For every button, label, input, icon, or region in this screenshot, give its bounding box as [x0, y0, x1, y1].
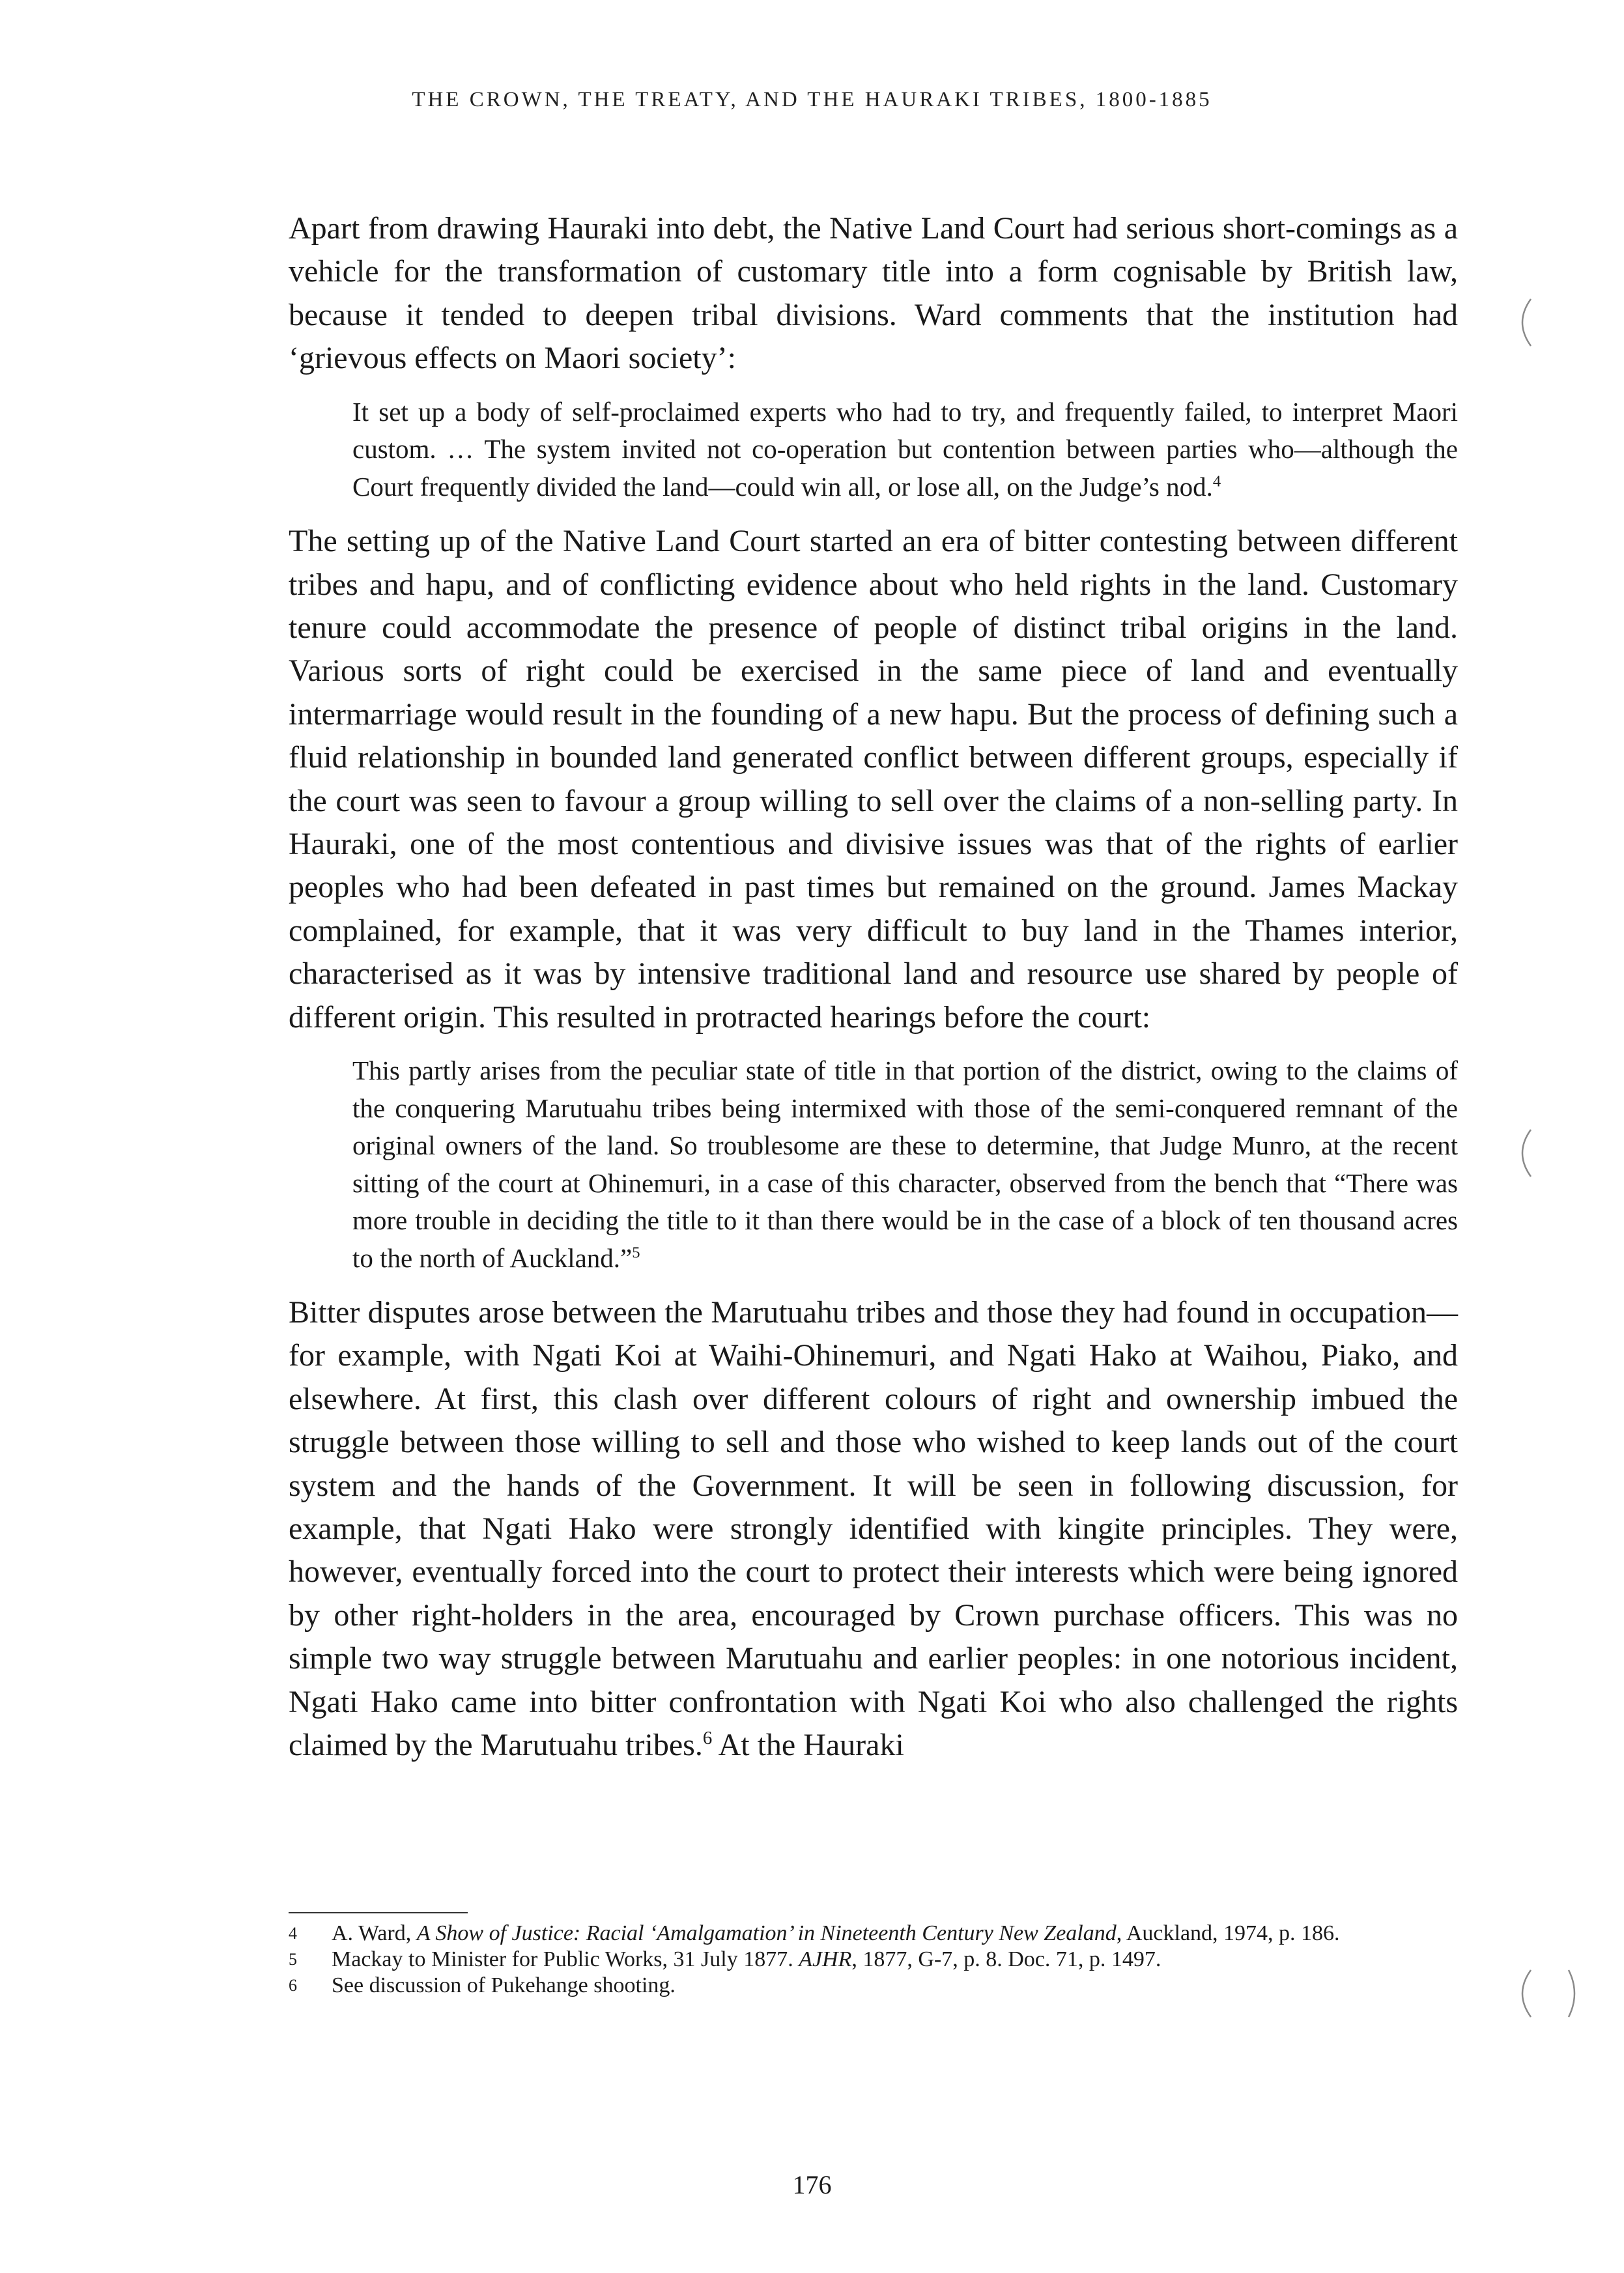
footnote-text: Mackay to Minister for Public Works, 31 July 1877.: [332, 1947, 799, 1971]
body-text: [289, 207, 1458, 1767]
footnote-number: 5: [289, 1950, 297, 1969]
footnote-6: [289, 1973, 1458, 1999]
footnote-rule: [289, 1912, 468, 1913]
footnote-text: , 1877, G-7, p. 8. Doc. 71, p. 1497.: [851, 1947, 1161, 1971]
footnote-4: [289, 1921, 1458, 1947]
footnote-title: AJHR: [799, 1947, 852, 1971]
footnote-ref-6[interactable]: 6: [702, 1728, 713, 1749]
footnote-text: , Auckland, 1974, p. 186.: [1116, 1921, 1340, 1945]
margin-bracket-mark: [1511, 296, 1535, 349]
block-quote-1-text: It set up a body of self-proclaimed experts who had to try, and frequently failed, to interpret Maori custom. … The system invited not co-operation but contention between parties who—although the Court frequently divided the land—could win all, or lose all, on the Judge’s nod.: [352, 396, 1458, 502]
footnote-text: See discussion of Pukehange shooting.: [332, 1973, 676, 1997]
footnote-text: A. Ward,: [332, 1921, 417, 1945]
block-quote-2-text: This partly arises from the peculiar state of title in that portion of the district, owing to the claims of the conquering Marutuahu tribes being intermixed with those of the semi-conquered remnant of the original owners of the land. So troublesome are these to determine, that Judge Munro, at the recent sitting of the court at Ohinemuri, in a case of this character, observed from the bench that “There was more trouble in deciding the title to it than there would be in the case of a block of ten thousand acres to the north of Auckland.”: [352, 1055, 1458, 1273]
footnote-number: 4: [289, 1924, 297, 1943]
paragraph-3: [289, 1291, 1458, 1767]
paragraph-3-text: Bitter disputes arose between the Marutuahu tribes and those they had found in occupation—for example, with Ngati Koi at Waihi-Ohinemuri, and Ngati Hako at Waihou, Piako, and elsewhere. At first, this clash over different colours of right and ownership imbued the struggle between those willing to sell and those who wished to keep lands out of the court system and the hands of the Government. It will be seen in following discussion, for example, that Ngati Hako were strongly identified with kingite principles. They were, however, eventually forced into the court to protect their interests which were being ignored by other right-holders in the area, encouraged by Crown purchase officers. This was no simple two way struggle between Marutuahu and earlier peoples: in one notorious incident, Ngati Hako came into bitter confrontation with Ngati Koi who also challenged the rights claimed by the Marutuahu tribes.: [289, 1295, 1458, 1763]
margin-bracket-mark: [1511, 1967, 1535, 2020]
paragraph-1: Apart from drawing Hauraki into debt, the Native Land Court had serious short-comings as a vehicle for the transformation of customary title into a form cognisable by British law, because it tended to deepen tribal divisions. Ward comments that the institution had ‘grievous effects on Maori society’:: [289, 211, 1458, 376]
block-quote-1: [352, 393, 1458, 506]
paragraph-3-tail: At the Hauraki: [712, 1728, 904, 1763]
footnote-number: 6: [289, 1976, 297, 1995]
page-number: 176: [792, 2170, 832, 2199]
block-quote-2: [352, 1052, 1458, 1277]
margin-bracket-mark: [1511, 1127, 1535, 1179]
footnotes: [289, 1921, 1458, 1999]
paragraph-2: The setting up of the Native Land Court started an era of bitter contesting between different tribes and hapu, and of conflicting evidence about who held rights in the land. Customary tenure could accommodate the presence of people of distinct tribal origins in the land. Various sorts of right could be exercised in the same piece of land and eventually intermarriage would result in the founding of a new hapu. But the process of defining such a fluid relationship in bounded land generated conflict between different groups, especially if the court was seen to favour a group willing to sell over the claims of a non-selling party. In Hauraki, one of the most contentious and divisive issues was that of the rights of earlier peoples who had been defeated in past times but remained on the ground. James Mackay complained, for example, that it was very difficult to buy land in the Thames interior, characterised as it was by intensive traditional land and resource use shared by people of different origin. This resulted in protracted hearings before the court:: [289, 524, 1458, 1035]
running-head: THE CROWN, THE TREATY, AND THE HAURAKI TRIBES, 1800-1885: [412, 88, 1212, 111]
footnote-ref-4[interactable]: 4: [1212, 472, 1221, 490]
margin-bracket-mark: [1563, 1967, 1587, 2020]
footnote-5: [289, 1947, 1458, 1973]
footnote-title: A Show of Justice: Racial ‘Amalgamation’ in Nineteenth Century New Zealand: [416, 1921, 1117, 1945]
footnote-ref-5[interactable]: 5: [632, 1243, 640, 1261]
